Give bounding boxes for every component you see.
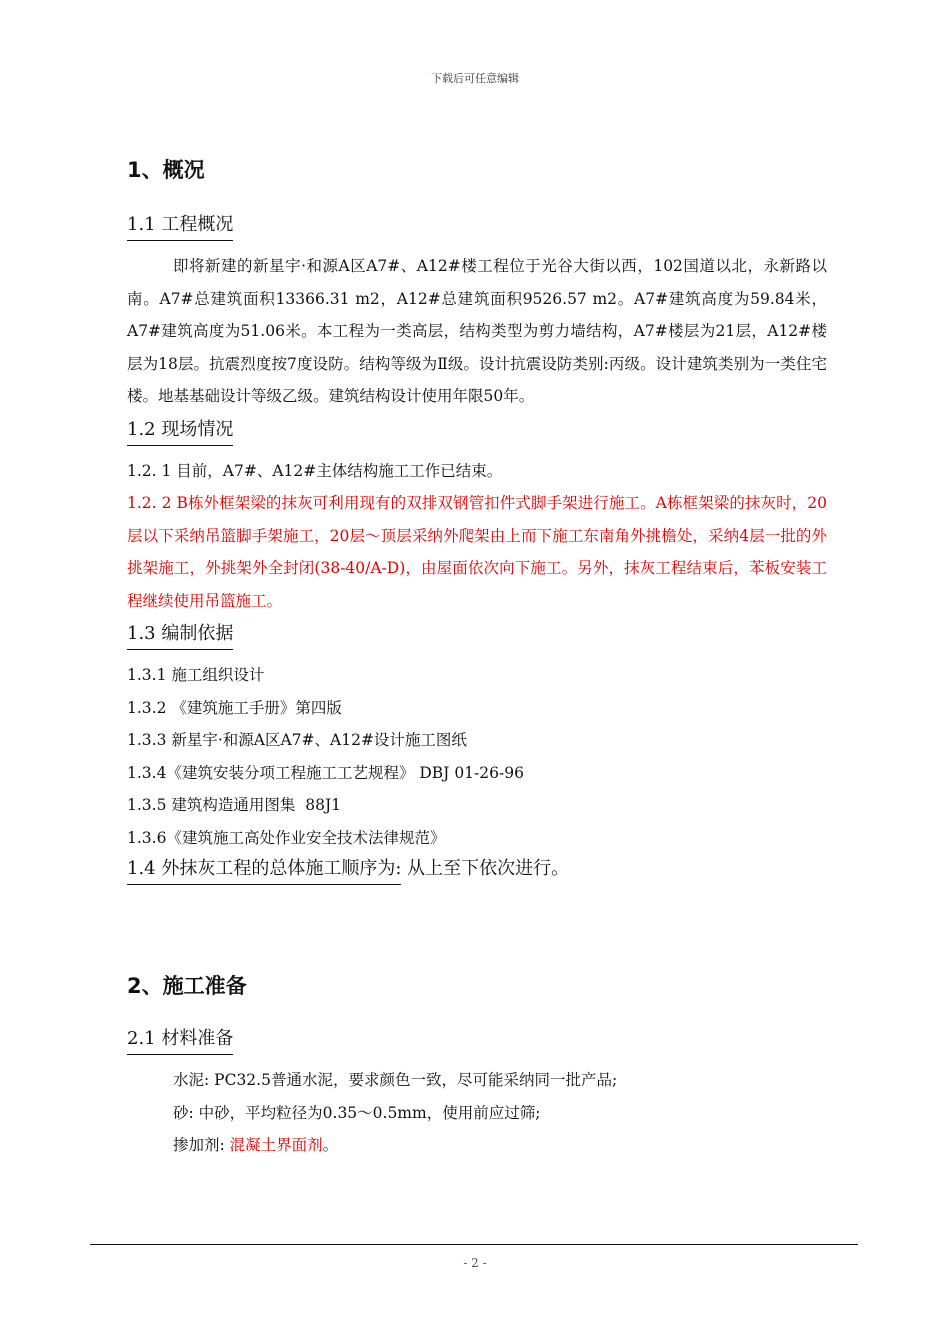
site-item-2: 1.2. 2 B栋外框架梁的抹灰可利用现有的双排双钢管扣件式脚手架进行施工。A栋框架梁的抹灰时，20层以下采纳吊篮脚手架施工，20层～顶层采纳外爬架由上而下施工东南角外挑檐处，采纳4层一批的外挑架施工，外挑架外全封闭(38-40/A-D)，由屋面依次向下施工。另外，抹灰工程结束后，苯板安装工程继续使用吊篮施工。: [127, 494, 827, 610]
subsection-2-1-title: 2.1 材料准备: [127, 1024, 233, 1055]
subsection-1-4-underlined: 1.4 外抹灰工程的总体施工顺序为:: [127, 854, 401, 885]
project-overview-paragraph: 即将新建的新星宇·和源A区A7#、A12#楼工程位于光谷大街以西，102国道以北，永新路以南。A7#总建筑面积13366.31 m2，A12#总建筑面积9526.57 m2。A7#建筑高度为59.84米，A7#建筑高度为51.06米。本工程为一类高层，结构类型为剪力墙结构，A7#楼层为21层，A12#楼层为18层。抗震烈度按7度设防。结构等级为Ⅱ级。设计抗震设防类别:丙级。设计建筑类别为一类住宅楼。地基基础设计等级乙级。建筑结构设计使用年限50年。: [127, 257, 827, 405]
basis-item-6: 1.3.6《建筑施工高处作业安全技术法律规范》: [127, 828, 446, 847]
subsection-1-3-title: 1.3 编制依据: [127, 619, 233, 650]
section-2-title: 2、施工准备: [127, 974, 247, 998]
basis-item-2: 1.3.2 《建筑施工手册》第四版: [127, 698, 342, 717]
page-header: 下载后可任意编辑: [431, 72, 519, 85]
subsection-1-4-rest: 从上至下依次进行。: [401, 858, 570, 879]
subsection-1-2-title: 1.2 现场情况: [127, 415, 233, 446]
admixture-label: 掺加剂:: [173, 1136, 230, 1154]
basis-item-3: 1.3.3 新星宇·和源A区A7#、A12#设计施工图纸: [127, 731, 467, 749]
basis-item-1: 1.3.1 施工组织设计: [127, 666, 265, 684]
admixture-end: 。: [322, 1136, 339, 1154]
material-admixture: [127, 1129, 827, 1162]
page-content: [127, 150, 827, 1162]
admixture-value: 混凝土界面剂: [229, 1136, 323, 1154]
material-sand: 砂: 中砂，平均粒径为0.35～0.5mm，使用前应过筛;: [173, 1103, 541, 1122]
site-item-1: 1.2. 1 目前，A7#、A12#主体结构施工工作已结束。: [127, 461, 503, 480]
subsection-1-4-title: [127, 854, 827, 894]
page-number: - 2 -: [463, 1256, 487, 1270]
section-1-title: 1、概况: [127, 158, 205, 182]
footer-divider: [90, 1244, 858, 1245]
material-cement: 水泥: PC32.5普通水泥，要求颜色一致，尽可能采纳同一批产品;: [173, 1071, 618, 1089]
basis-item-5: 1.3.5 建筑构造通用图集 88J1: [127, 796, 342, 814]
subsection-1-1-title: 1.1 工程概况: [127, 210, 233, 241]
basis-item-4: 1.3.4《建筑安装分项工程施工工艺规程》 DBJ 01-26-96: [127, 763, 524, 782]
